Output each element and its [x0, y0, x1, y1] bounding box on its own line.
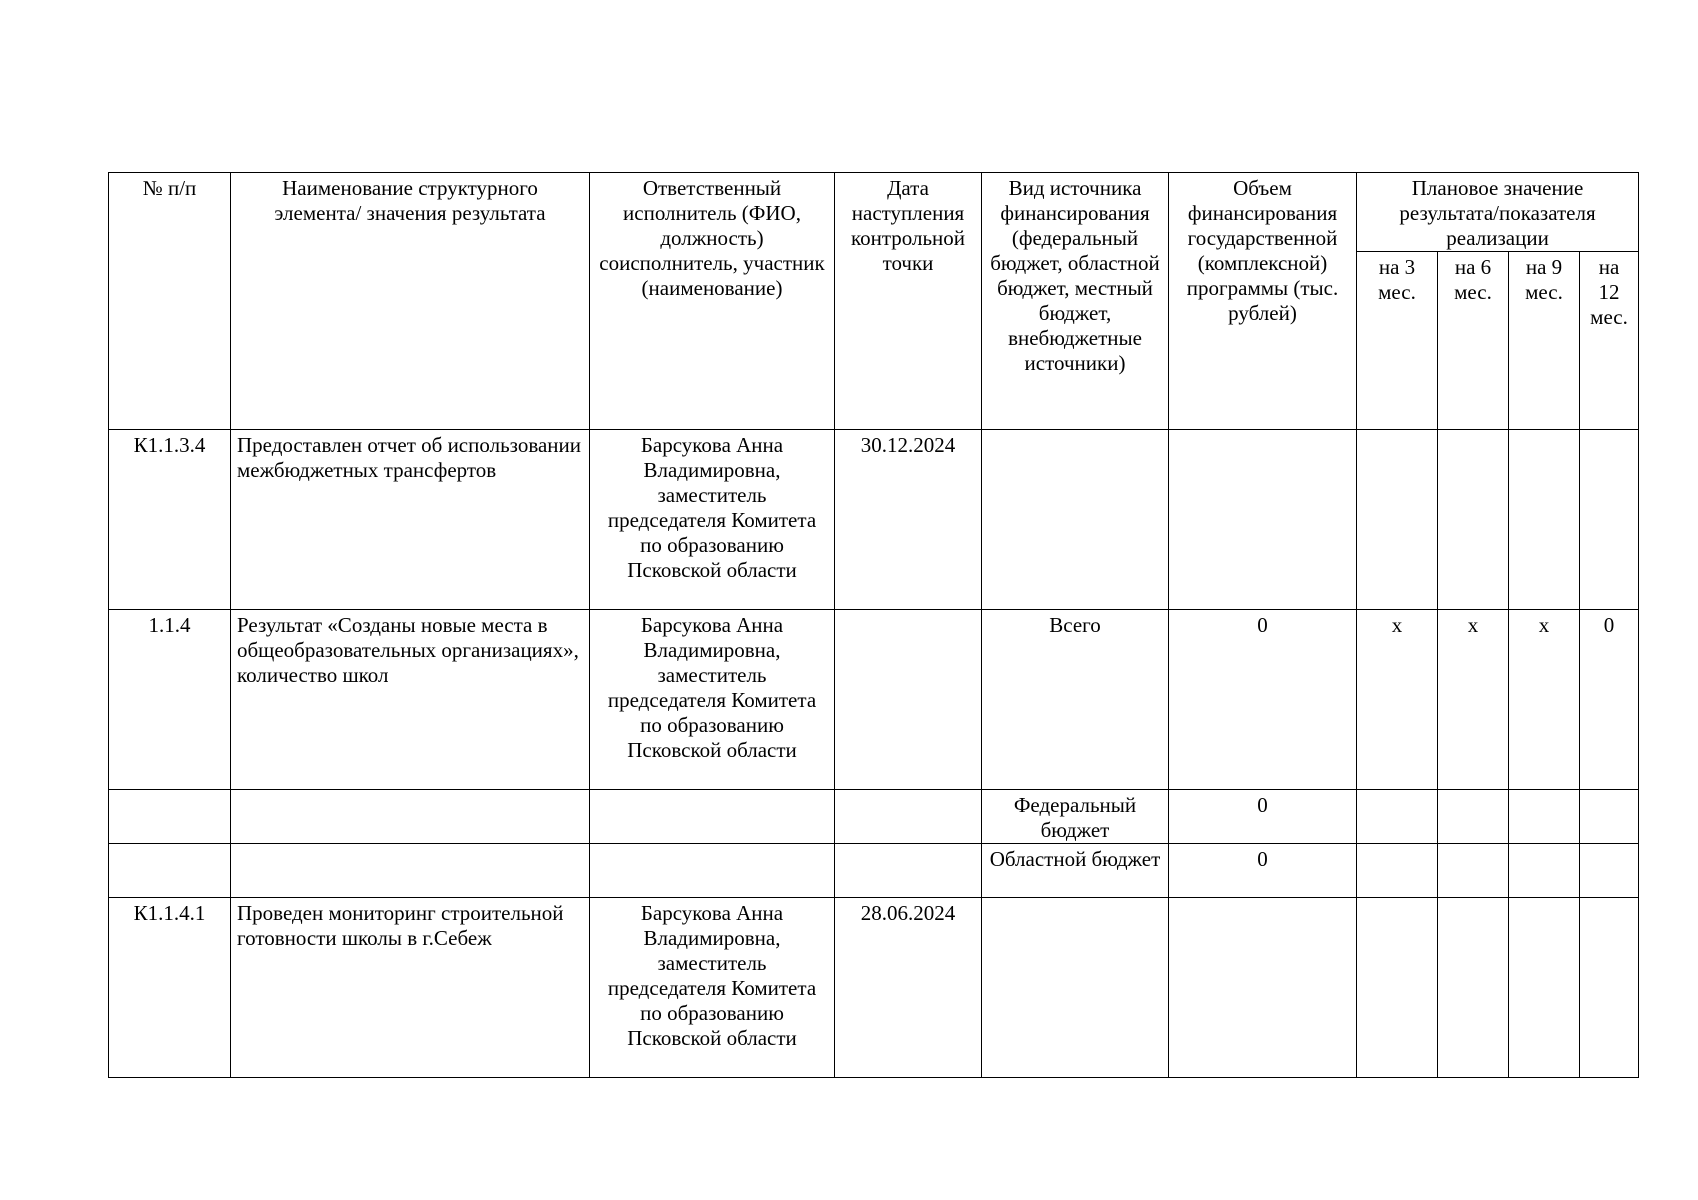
header-responsible: Ответственный исполнитель (ФИО, должность) соисполнитель, участник (наименование) [590, 173, 835, 430]
cell-name [231, 844, 590, 898]
cell-m9 [1509, 790, 1580, 844]
cell-m6 [1438, 844, 1509, 898]
header-m3: на 3 мес. [1357, 252, 1438, 430]
cell-source [982, 430, 1169, 610]
header-planned: Плановое значение результата/показателя реализации [1357, 173, 1639, 252]
cell-date [835, 844, 982, 898]
cell-m6 [1438, 898, 1509, 1078]
cell-m6 [1438, 790, 1509, 844]
cell-responsible: Барсукова Анна Владимировна, заместитель председателя Комитета по образованию Псковской области [590, 430, 835, 610]
cell-num: К1.1.3.4 [109, 430, 231, 610]
cell-m6: х [1438, 610, 1509, 790]
header-row [109, 173, 1639, 252]
cell-m9 [1509, 844, 1580, 898]
cell-date [835, 610, 982, 790]
header-m6: на 6 мес. [1438, 252, 1509, 430]
cell-responsible [590, 844, 835, 898]
header-volume: Объем финансирования государственной (комплексной) программы (тыс. рублей) [1169, 173, 1357, 430]
cell-m9 [1509, 430, 1580, 610]
header-date: Дата наступления контрольной точки [835, 173, 982, 430]
cell-responsible: Барсукова Анна Владимировна, заместитель председателя Комитета по образованию Псковской области [590, 898, 835, 1078]
cell-source [982, 898, 1169, 1078]
cell-source: Областной бюджет [982, 844, 1169, 898]
cell-num [109, 844, 231, 898]
header-source: Вид источника финансирования (федеральный бюджет, областной бюджет, местный бюджет, внебюджетные источники) [982, 173, 1169, 430]
cell-date [835, 790, 982, 844]
cell-m12 [1580, 844, 1639, 898]
cell-name [231, 790, 590, 844]
cell-m3: х [1357, 610, 1438, 790]
cell-volume [1169, 430, 1357, 610]
cell-num: К1.1.4.1 [109, 898, 231, 1078]
cell-responsible: Барсукова Анна Владимировна, заместитель председателя Комитета по образованию Псковской области [590, 610, 835, 790]
table-row [109, 898, 1639, 1078]
cell-m12 [1580, 430, 1639, 610]
cell-volume [1169, 898, 1357, 1078]
cell-source: Федеральный бюджет [982, 790, 1169, 844]
cell-name: Результат «Созданы новые места в общеобразовательных организациях», количество школ [231, 610, 590, 790]
cell-num [109, 790, 231, 844]
cell-m9: х [1509, 610, 1580, 790]
header-name: Наименование структурного элемента/ значения результата [231, 173, 590, 430]
cell-volume: 0 [1169, 790, 1357, 844]
cell-num: 1.1.4 [109, 610, 231, 790]
cell-name: Проведен мониторинг строительной готовности школы в г.Себеж [231, 898, 590, 1078]
cell-source: Всего [982, 610, 1169, 790]
cell-m3 [1357, 790, 1438, 844]
cell-m12: 0 [1580, 610, 1639, 790]
header-m9: на 9 мес. [1509, 252, 1580, 430]
cell-date: 30.12.2024 [835, 430, 982, 610]
cell-m3 [1357, 844, 1438, 898]
header-m12: на 12 мес. [1580, 252, 1639, 430]
table-row [109, 610, 1639, 790]
table-row [109, 790, 1639, 844]
cell-volume: 0 [1169, 610, 1357, 790]
cell-name: Предоставлен отчет об использовании межбюджетных трансфертов [231, 430, 590, 610]
cell-m3 [1357, 430, 1438, 610]
table-row [109, 430, 1639, 610]
cell-m12 [1580, 790, 1639, 844]
cell-m9 [1509, 898, 1580, 1078]
cell-m12 [1580, 898, 1639, 1078]
cell-m6 [1438, 430, 1509, 610]
header-num: № п/п [109, 173, 231, 430]
cell-date: 28.06.2024 [835, 898, 982, 1078]
cell-m3 [1357, 898, 1438, 1078]
table-row [109, 844, 1639, 898]
cell-volume: 0 [1169, 844, 1357, 898]
plan-table [108, 172, 1639, 1078]
cell-responsible [590, 790, 835, 844]
